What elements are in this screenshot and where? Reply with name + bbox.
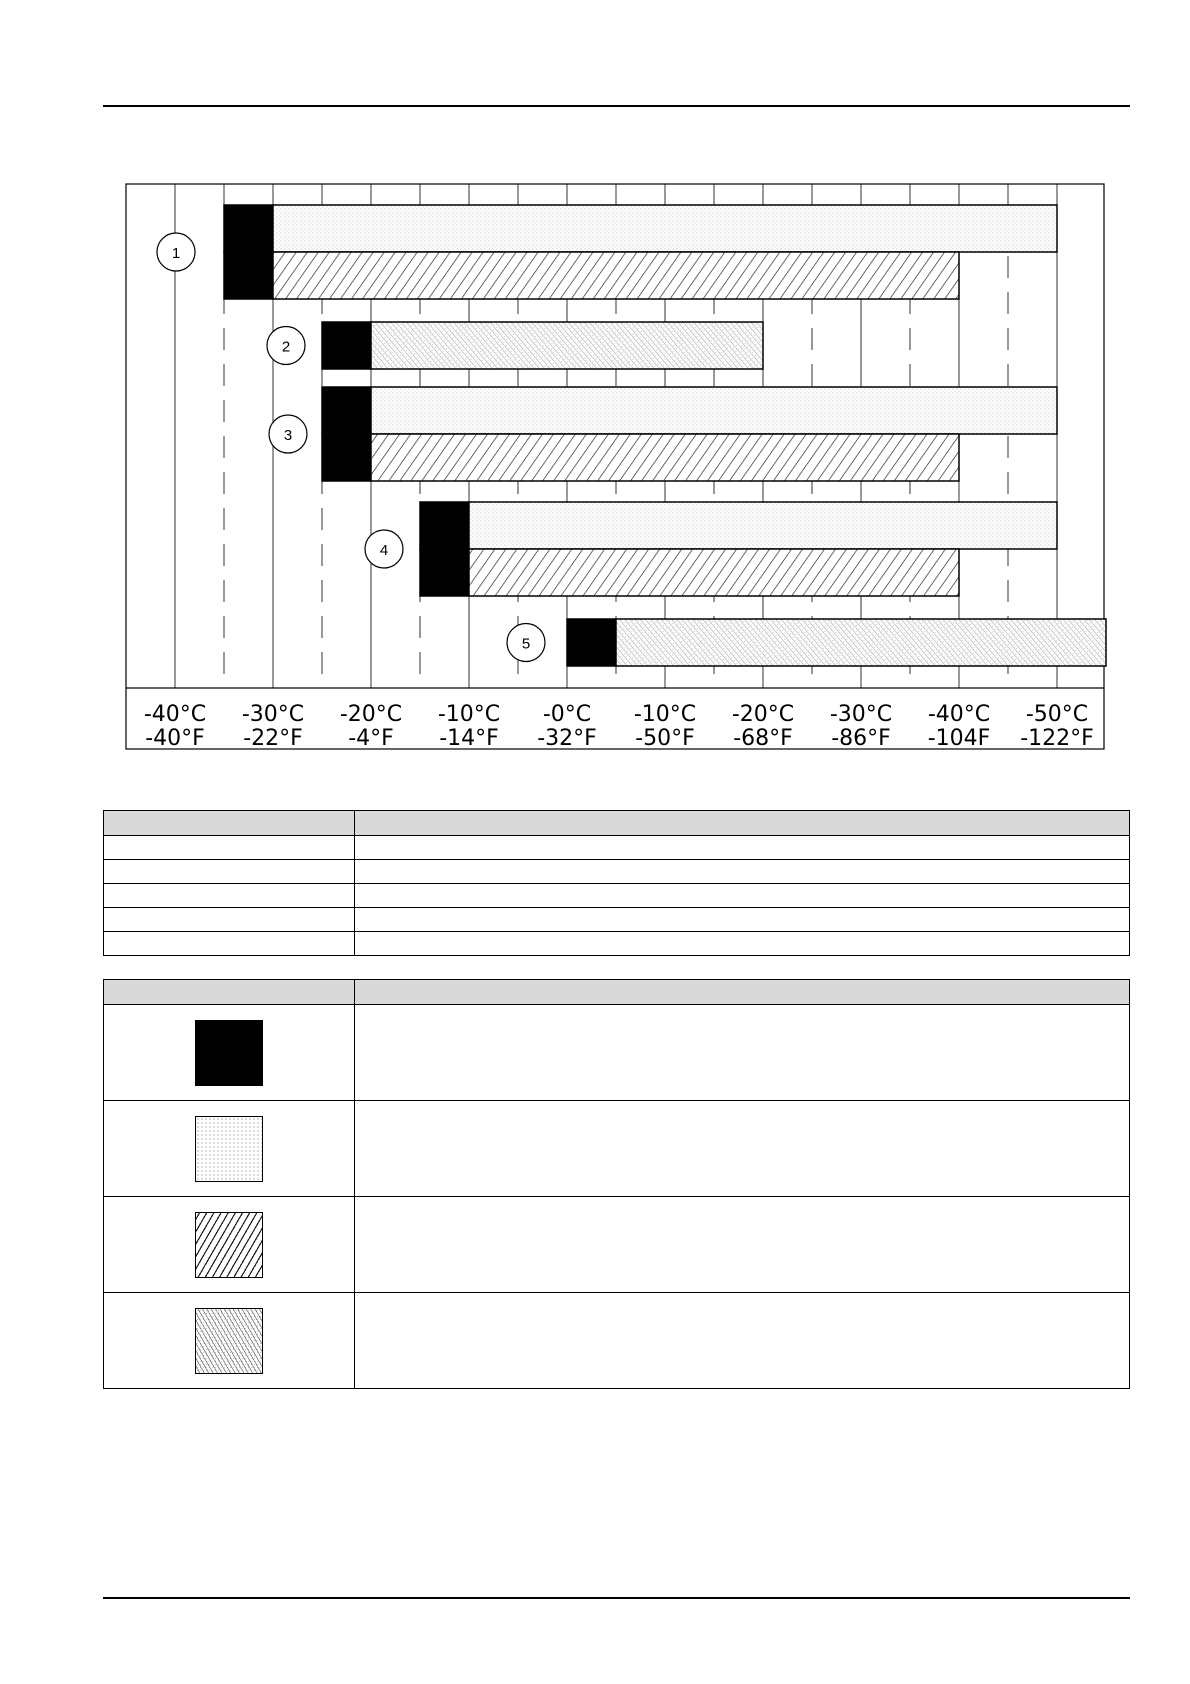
- footer-rule: [103, 1597, 1130, 1599]
- table-cell: [104, 932, 355, 956]
- legend-swatch-cell: [104, 1197, 355, 1293]
- table-cell: [104, 860, 355, 884]
- bar-solid: [322, 322, 371, 369]
- table-cell: [104, 884, 355, 908]
- group-marker-label: 4: [379, 542, 389, 559]
- legend-row: [104, 1005, 1130, 1101]
- table-cell: [104, 908, 355, 932]
- table-one: [103, 810, 1130, 956]
- dotted-swatch-icon: [195, 1116, 263, 1182]
- legend-swatch-cell: [104, 1005, 355, 1101]
- tick-label-fahrenheit: -86°F: [831, 726, 891, 751]
- table-row: [104, 884, 1130, 908]
- table-one-header-1: [104, 811, 355, 836]
- bar-solid: [224, 205, 273, 252]
- table-cell: [104, 836, 355, 860]
- legend-swatch-cell: [104, 1101, 355, 1197]
- dothatch-swatch-icon: [195, 1308, 263, 1374]
- group-marker-label: 5: [521, 635, 531, 653]
- tick-label-fahrenheit: -104F: [927, 726, 991, 751]
- legend-table: [103, 979, 1130, 1389]
- hatch-swatch-icon: [195, 1212, 263, 1278]
- legend-description: [355, 1005, 1130, 1101]
- legend-row: [104, 1101, 1130, 1197]
- bar-dothatch: [616, 619, 1106, 666]
- bar-solid: [322, 434, 371, 481]
- legend-row: [104, 1293, 1130, 1389]
- tick-label-celsius: -10°C: [437, 702, 501, 727]
- table-row: [104, 860, 1130, 884]
- table-one-header-2: [355, 811, 1130, 836]
- bar-solid: [567, 619, 616, 666]
- tick-label-celsius: -10°C: [633, 702, 697, 727]
- tick-label-fahrenheit: -122°F: [1020, 726, 1094, 751]
- legend-row: [104, 1197, 1130, 1293]
- table-cell: [355, 932, 1130, 956]
- bar-solid: [420, 502, 469, 549]
- group-marker-label: 3: [283, 427, 293, 444]
- temperature-range-chart: [0, 0, 1190, 760]
- bar-solid: [224, 252, 273, 299]
- legend-description: [355, 1101, 1130, 1197]
- solid-swatch-icon: [195, 1020, 263, 1086]
- tick-label-celsius: -20°C: [731, 702, 795, 727]
- bar-solid: [322, 387, 371, 434]
- legend-header-1: [104, 980, 355, 1005]
- bar-solid: [420, 549, 469, 596]
- tick-label-celsius: -40°C: [927, 702, 991, 727]
- bar-dotted: [371, 387, 1057, 434]
- bar-hatch: [273, 252, 959, 299]
- tick-label-fahrenheit: -32°F: [537, 726, 597, 751]
- tick-label-fahrenheit: -4°F: [348, 726, 394, 751]
- legend-swatch-cell: [104, 1293, 355, 1389]
- bar-hatch: [469, 549, 959, 596]
- bar-dotted: [273, 205, 1057, 252]
- tick-label-celsius: -0°C: [542, 702, 592, 727]
- table-cell: [355, 884, 1130, 908]
- table-cell: [355, 836, 1130, 860]
- table-row: [104, 836, 1130, 860]
- tick-label-fahrenheit: -40°F: [145, 726, 205, 751]
- tick-label-celsius: -50°C: [1025, 702, 1089, 727]
- bar-dotted: [469, 502, 1057, 549]
- bar-dothatch: [371, 322, 763, 369]
- group-marker-label: 2: [281, 338, 291, 356]
- table-cell: [355, 908, 1130, 932]
- tick-label-fahrenheit: -50°F: [635, 726, 695, 751]
- table-row: [104, 932, 1130, 956]
- tick-label-celsius: -30°C: [241, 702, 305, 727]
- tick-label-fahrenheit: -22°F: [243, 726, 303, 751]
- legend-header-2: [355, 980, 1130, 1005]
- tick-label-fahrenheit: -68°F: [733, 726, 793, 751]
- tick-label-celsius: -40°C: [143, 702, 207, 727]
- tick-label-celsius: -20°C: [339, 702, 403, 727]
- group-marker-label: 1: [171, 245, 181, 262]
- tick-label-fahrenheit: -14°F: [439, 726, 499, 751]
- tick-label-celsius: -30°C: [829, 702, 893, 727]
- bar-hatch: [371, 434, 959, 481]
- legend-description: [355, 1293, 1130, 1389]
- table-row: [104, 908, 1130, 932]
- legend-description: [355, 1197, 1130, 1293]
- table-cell: [355, 860, 1130, 884]
